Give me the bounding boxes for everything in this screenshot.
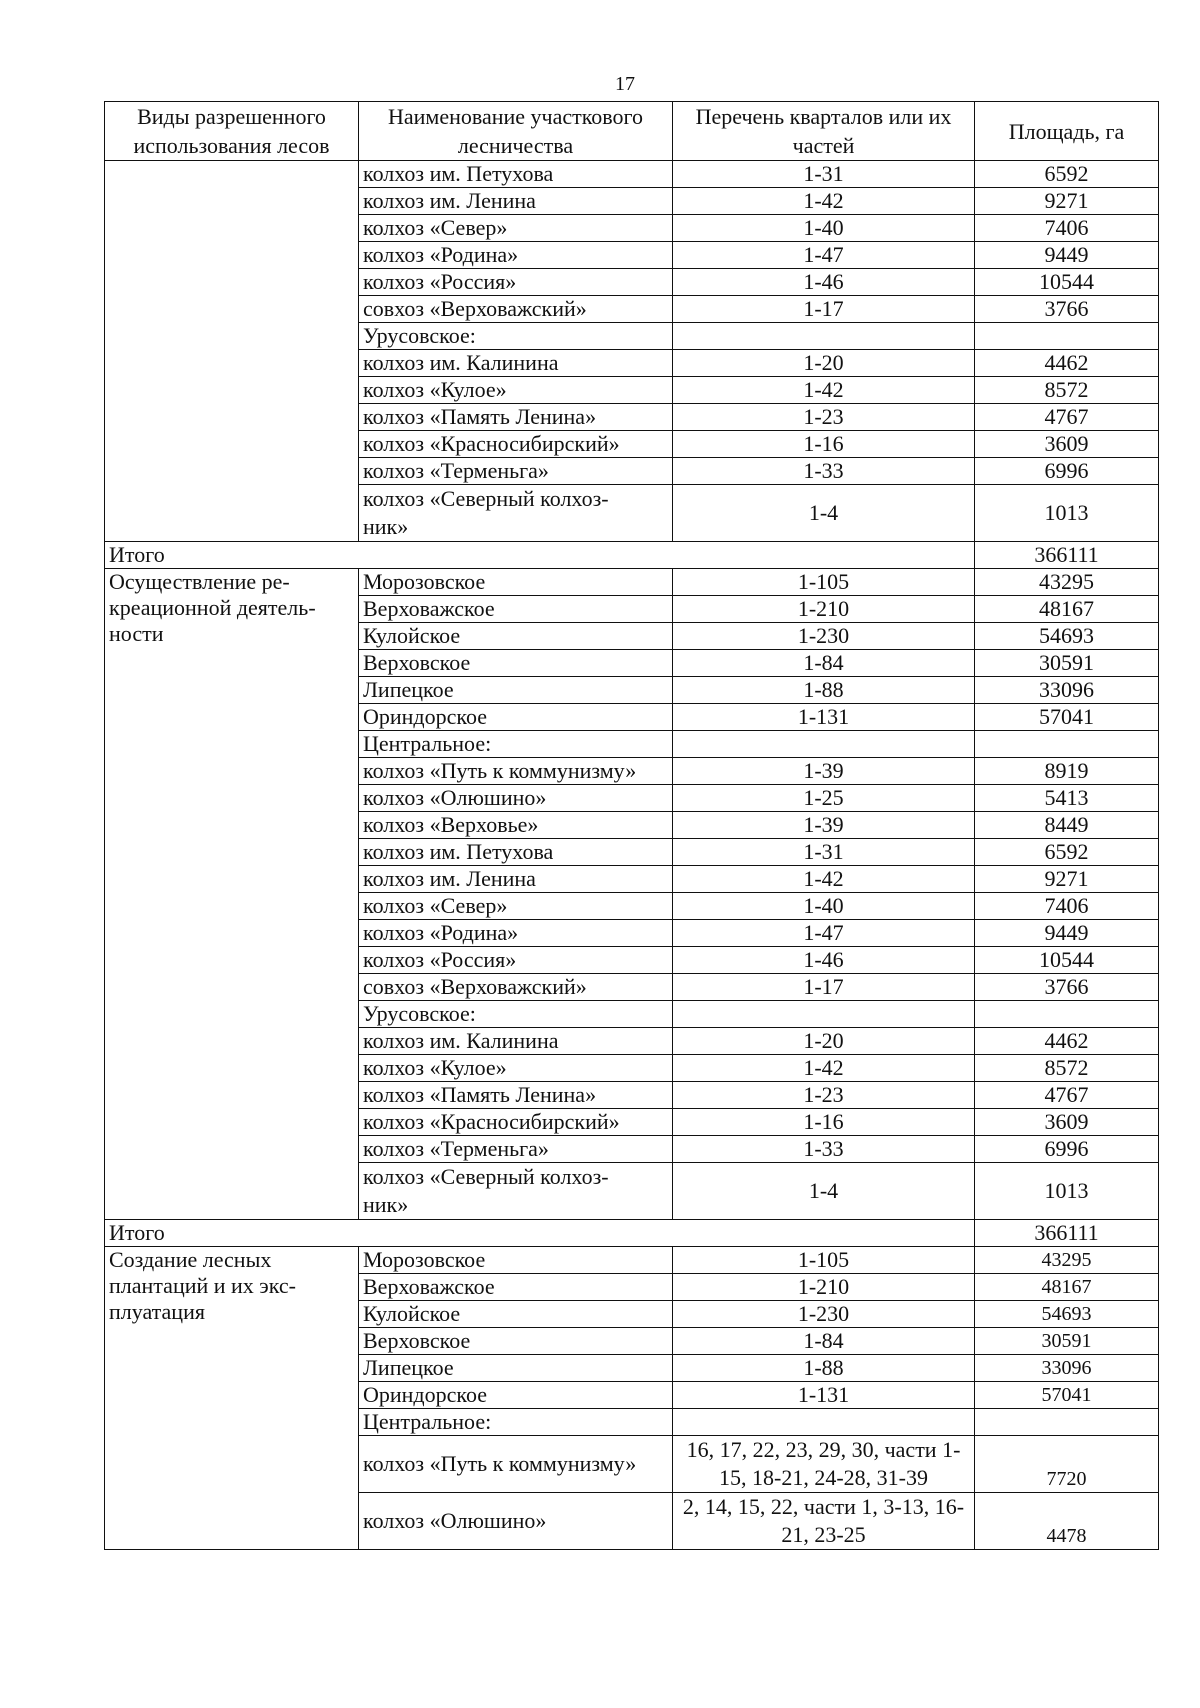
forestry-name-cell: колхоз «Терменьга» [359,1136,673,1163]
quarters-cell: 1-17 [673,296,975,323]
area-cell: 3766 [975,974,1159,1001]
forestry-name-cell: колхоз им. Ленина [359,188,673,215]
forestry-name-cell: колхоз «Россия» [359,269,673,296]
area-cell: 4767 [975,404,1159,431]
area-cell: 6592 [975,839,1159,866]
forestry-name-cell: колхоз «Олюшино» [359,785,673,812]
area-cell: 9271 [975,188,1159,215]
quarters-cell: 1-39 [673,758,975,785]
total-row [105,542,1159,569]
forestry-name-cell: колхоз им. Петухова [359,161,673,188]
table-header-row [105,102,1159,161]
header-use-type: Виды разрешенного использования лесов [105,102,359,161]
forestry-name-cell: колхоз «Красносибирский» [359,1109,673,1136]
forestry-name-cell: Верховажское [359,596,673,623]
forestry-name-cell: колхоз «Россия» [359,947,673,974]
quarters-cell: 1-131 [673,704,975,731]
forestry-name-cell: колхоз им. Петухова [359,839,673,866]
forestry-name-cell: колхоз «Север» [359,893,673,920]
total-value: 366111 [975,1220,1159,1247]
area-cell: 9449 [975,242,1159,269]
quarters-cell: 1-31 [673,161,975,188]
quarters-cell: 1-16 [673,1109,975,1136]
table-body [105,161,1159,1550]
area-cell: 1013 [975,485,1159,542]
quarters-cell: 1-23 [673,1082,975,1109]
area-cell: 6996 [975,458,1159,485]
area-cell: 54693 [975,623,1159,650]
quarters-cell: 1-84 [673,650,975,677]
area-cell: 3766 [975,296,1159,323]
quarters-cell [673,1409,975,1436]
total-value: 366111 [975,542,1159,569]
quarters-cell: 1-88 [673,677,975,704]
quarters-cell: 1-16 [673,431,975,458]
area-cell: 30591 [975,1328,1159,1355]
area-cell: 4462 [975,350,1159,377]
forestry-name-cell: Центральное: [359,731,673,758]
quarters-cell: 1-230 [673,1301,975,1328]
area-cell: 6592 [975,161,1159,188]
forestry-name-cell: Верховское [359,650,673,677]
forestry-name-cell: Урусовское: [359,1001,673,1028]
area-cell: 6996 [975,1136,1159,1163]
area-cell: 9449 [975,920,1159,947]
forestry-name-cell: колхоз «Путь к коммунизму» [359,1436,673,1493]
quarters-cell: 16, 17, 22, 23, 29, 30, части 1-15, 18-21, 24-28, 31-39 [673,1436,975,1493]
forestry-name-cell: колхоз «Терменьга» [359,458,673,485]
forestry-name-cell: колхоз «Путь к коммунизму» [359,758,673,785]
quarters-cell: 1-105 [673,1247,975,1274]
header-forestry-name: Наименование участкового лесничества [359,102,673,161]
area-cell: 54693 [975,1301,1159,1328]
forestry-name-cell: совхоз «Верховажский» [359,974,673,1001]
forestry-name-cell: колхоз «Кулое» [359,377,673,404]
quarters-cell: 1-210 [673,1274,975,1301]
area-cell: 8919 [975,758,1159,785]
forestry-name-cell: колхоз «Кулое» [359,1055,673,1082]
quarters-cell: 1-46 [673,269,975,296]
use-type-cell [105,161,359,542]
total-label: Итого [105,1220,975,1247]
quarters-cell: 1-42 [673,377,975,404]
quarters-cell: 1-20 [673,350,975,377]
area-cell: 10544 [975,947,1159,974]
quarters-cell: 1-20 [673,1028,975,1055]
forestry-name-cell: Кулойское [359,1301,673,1328]
total-label: Итого [105,542,975,569]
area-cell: 57041 [975,1382,1159,1409]
forestry-name-cell: колхоз «Северный колхоз-ник» [359,485,673,542]
use-type-cell: Осуществление ре-креационной деятель-ности [105,569,359,1220]
area-cell: 10544 [975,269,1159,296]
quarters-cell: 1-42 [673,188,975,215]
quarters-cell: 1-47 [673,920,975,947]
quarters-cell: 1-33 [673,458,975,485]
quarters-cell: 1-40 [673,215,975,242]
quarters-cell [673,323,975,350]
forestry-name-cell: Липецкое [359,1355,673,1382]
forestry-name-cell: Ориндорское [359,704,673,731]
quarters-cell: 1-42 [673,1055,975,1082]
forestry-name-cell: колхоз «Родина» [359,920,673,947]
area-cell: 8572 [975,377,1159,404]
quarters-cell: 1-33 [673,1136,975,1163]
area-cell: 4478 [975,1493,1159,1550]
quarters-cell: 1-42 [673,866,975,893]
header-area: Площадь, га [975,102,1159,161]
quarters-cell: 1-40 [673,893,975,920]
area-cell: 7406 [975,893,1159,920]
area-cell: 4462 [975,1028,1159,1055]
quarters-cell: 1-131 [673,1382,975,1409]
quarters-cell: 1-210 [673,596,975,623]
quarters-cell: 1-4 [673,485,975,542]
area-cell: 43295 [975,1247,1159,1274]
area-cell: 48167 [975,1274,1159,1301]
area-cell: 8572 [975,1055,1159,1082]
forestry-name-cell: колхоз «Верховье» [359,812,673,839]
quarters-cell: 1-230 [673,623,975,650]
forestry-name-cell: колхоз «Память Ленина» [359,404,673,431]
use-type-cell: Создание лесных плантаций и их экс-плуатация [105,1247,359,1550]
forestry-name-cell: колхоз «Северный колхоз-ник» [359,1163,673,1220]
area-cell: 30591 [975,650,1159,677]
area-cell: 48167 [975,596,1159,623]
forestry-name-cell: колхоз «Красносибирский» [359,431,673,458]
quarters-cell: 1-84 [673,1328,975,1355]
table-row [105,1247,1159,1274]
forestry-name-cell: Ориндорское [359,1382,673,1409]
forestry-name-cell: Липецкое [359,677,673,704]
area-cell: 33096 [975,677,1159,704]
area-cell: 57041 [975,704,1159,731]
total-row [105,1220,1159,1247]
area-cell: 4767 [975,1082,1159,1109]
area-cell: 9271 [975,866,1159,893]
quarters-cell: 1-23 [673,404,975,431]
area-cell [975,1001,1159,1028]
area-cell: 5413 [975,785,1159,812]
area-cell [975,1409,1159,1436]
forestry-name-cell: колхоз «Родина» [359,242,673,269]
area-cell: 8449 [975,812,1159,839]
area-cell: 7406 [975,215,1159,242]
area-cell: 3609 [975,1109,1159,1136]
quarters-cell: 1-46 [673,947,975,974]
area-cell: 33096 [975,1355,1159,1382]
forestry-name-cell: Кулойское [359,623,673,650]
forest-use-table [104,101,1159,1550]
area-cell: 1013 [975,1163,1159,1220]
area-cell: 43295 [975,569,1159,596]
quarters-cell: 1-47 [673,242,975,269]
area-cell: 7720 [975,1436,1159,1493]
forestry-name-cell: колхоз им. Калинина [359,350,673,377]
forestry-name-cell: Верховажское [359,1274,673,1301]
forestry-name-cell: Центральное: [359,1409,673,1436]
area-cell [975,731,1159,758]
forestry-name-cell: Урусовское: [359,323,673,350]
forestry-name-cell: Морозовское [359,1247,673,1274]
forestry-name-cell: совхоз «Верховажский» [359,296,673,323]
quarters-cell [673,731,975,758]
quarters-cell: 1-39 [673,812,975,839]
area-cell: 3609 [975,431,1159,458]
quarters-cell [673,1001,975,1028]
forestry-name-cell: колхоз им. Ленина [359,866,673,893]
quarters-cell: 1-31 [673,839,975,866]
quarters-cell: 2, 14, 15, 22, части 1, 3-13, 16-21, 23-25 [673,1493,975,1550]
forestry-name-cell: Верховское [359,1328,673,1355]
quarters-cell: 1-4 [673,1163,975,1220]
forestry-name-cell: Морозовское [359,569,673,596]
area-cell [975,323,1159,350]
table-row [105,569,1159,596]
forestry-name-cell: колхоз «Север» [359,215,673,242]
quarters-cell: 1-25 [673,785,975,812]
quarters-cell: 1-88 [673,1355,975,1382]
forestry-name-cell: колхоз «Олюшино» [359,1493,673,1550]
quarters-cell: 1-17 [673,974,975,1001]
quarters-cell: 1-105 [673,569,975,596]
forestry-name-cell: колхоз «Память Ленина» [359,1082,673,1109]
header-quarters: Перечень кварталов или их частей [673,102,975,161]
forestry-name-cell: колхоз им. Калинина [359,1028,673,1055]
page-number: 17 [615,73,635,95]
table-row [105,161,1159,188]
